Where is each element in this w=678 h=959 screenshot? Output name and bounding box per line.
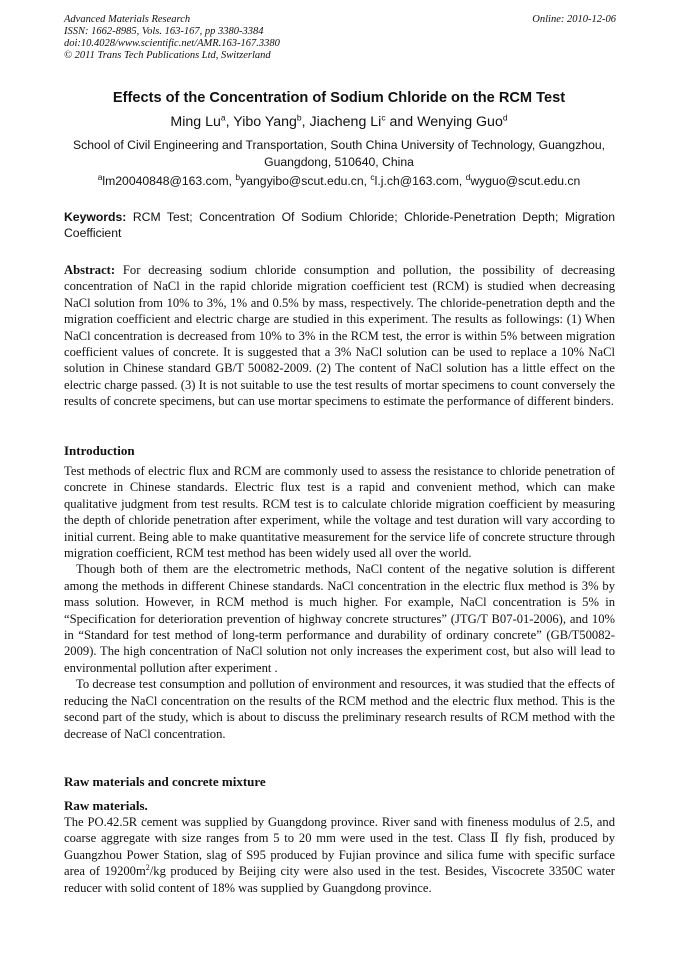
journal-name: Advanced Materials Research	[64, 14, 191, 25]
email-list	[40, 173, 638, 190]
journal-header	[64, 14, 616, 62]
keywords-text: RCM Test; Concentration Of Sodium Chloride; Chloride-Penetration Depth; Migration Coefficient	[64, 210, 615, 240]
author-separator: and	[385, 114, 418, 130]
email-mark: d	[465, 171, 471, 182]
raw-materials-section-heading: Raw materials and concrete mixture	[64, 774, 266, 789]
intro-paragraph-3: To decrease test consumption and pollution of environment and resources, it was studied that the effects of reducing the NaCl concentration on the results of the RCM method and the electric flux method. This is the second part of the study, which is about to discuss the preliminary research results of RCM method with the decrease of NaCl concentration.	[64, 677, 615, 741]
intro-paragraph-2: Though both of them are the electrometric methods, NaCl content of the negative solution is different among the methods in different Chinese standards. NaCl concentration in the electric flux method is 3% by mass solution. However, in RCM method is much higher. For example, NaCl concentration is 5% in “Specification for deterioration prevention of highway concrete structures” (JTG/T B07-01-2006), and 10% in “Standard for test method of long-term performance and durability of ordinary concrete” (GB/T50082-2009). The high concentration of NaCl solution not only increases the experiment cost, but also will lead to environmental pollution after experiment .	[64, 562, 615, 675]
author-name: Jiacheng Li	[309, 114, 382, 130]
affiliation: School of Civil Engineering and Transportation, South China University of Technology, Guangzhou, Guangdong, 510640, China	[72, 138, 606, 169]
author-list	[40, 113, 638, 131]
abstract-text: For decreasing sodium chloride consumption and pollution, the possibility of decreasing concentration of NaCl in the rapid chloride migration coefficient test (RCM) is studied when decreasing NaCl solution from 10% to 3%, 1% and 0.5% by mass, respectively. The chloride-penetration depth and the migration coefficient and electric charge are studied in this experiment. The results as followings: (1) When NaCl concentration is decreased from 10% to 3% in the RCM test, the error is within 5% between migration coefficient values of concrete. It is suggested that a 3% NaCl solution can be used to replace a 10% NaCl solution in Chinese standard GB/T 50082-2009. (2) The content of NaCl solution has a little effect on the electric charge passed. (3) It is not suitable to use the test results of mortar specimens to count conversely the results of concrete specimens, but can use mortar specimens to estimate the performance of different binders.	[64, 263, 615, 409]
email-mark: a	[97, 171, 103, 182]
raw-text-part2: /kg produced by Beijing city were also used in the test. Besides, Viscocrete 3350C water reducer with solid content of 18% was supplied by Guangdong province.	[64, 864, 616, 895]
email-address[interactable]: l.j.ch@163.com	[374, 174, 459, 188]
introduction-body	[64, 463, 615, 742]
paper-title: Effects of the Concentration of Sodium Chloride on the RCM Test	[112, 90, 566, 106]
email-address[interactable]: wyguo@scut.edu.cn	[470, 174, 581, 188]
intro-paragraph-1: Test methods of electric flux and RCM are commonly used to assess the resistance to chloride penetration of concrete in Chinese standards. Electric flux test is a rapid and convenient method, which can make qualitative judgment from test results. RCM test is to calculate chloride migration coefficient by measuring the depth of chloride penetration after experiment, while the voltage and test duration will vary according to initial current. Being able to make quantitative measurement for the service life of concrete structure through migration coefficient, RCM test method has been widely used all over the world.	[64, 464, 615, 561]
raw-text-superscript: 2	[145, 863, 150, 873]
author-name: Yibo Yang	[233, 114, 297, 130]
abstract	[64, 262, 615, 410]
email-separator: ,	[363, 174, 371, 188]
author-affil-mark: b	[296, 112, 302, 123]
email-mark: c	[370, 171, 375, 182]
email-separator: ,	[458, 174, 466, 188]
introduction-heading: Introduction	[64, 443, 135, 458]
raw-materials-paragraph	[64, 814, 615, 896]
author-name: Wenying Guo	[417, 114, 503, 130]
raw-text-part1: The PO.42.5R cement was supplied by Guangdong province. River sand with fineness modulus of 2.5, and coarse aggregate with size ranges from 5 to 20 mm were used in the test. Class Ⅱ fly fish, produced by Guangzhou Power Station, slag of S95 produced by Fujian province and silica fume with specific surface area of 19200m	[64, 815, 615, 879]
raw-materials-subheading: Raw materials.	[64, 798, 148, 813]
author-separator: ,	[225, 114, 234, 130]
keywords	[64, 209, 615, 241]
author-name: Ming Lu	[170, 114, 221, 130]
issn-line: ISSN: 1662-8985, Vols. 163-167, pp 3380-3384	[64, 26, 264, 37]
online-date: Online: 2010-12-06	[532, 14, 616, 25]
abstract-label: Abstract:	[64, 263, 116, 277]
author-affil-mark: d	[502, 112, 508, 123]
doi-line[interactable]: doi:10.4028/www.scientific.net/AMR.163-167.3380	[64, 38, 280, 49]
author-affil-mark: a	[220, 112, 226, 123]
author-affil-mark: c	[381, 112, 386, 123]
author-separator: ,	[301, 114, 310, 130]
email-mark: b	[235, 171, 241, 182]
copyright-line: © 2011 Trans Tech Publications Ltd, Switzerland	[64, 50, 271, 61]
keywords-label: Keywords:	[64, 210, 127, 224]
email-address[interactable]: yangyibo@scut.edu.cn	[240, 174, 364, 188]
email-address[interactable]: lm20040848@163.com	[102, 174, 229, 188]
email-separator: ,	[228, 174, 236, 188]
